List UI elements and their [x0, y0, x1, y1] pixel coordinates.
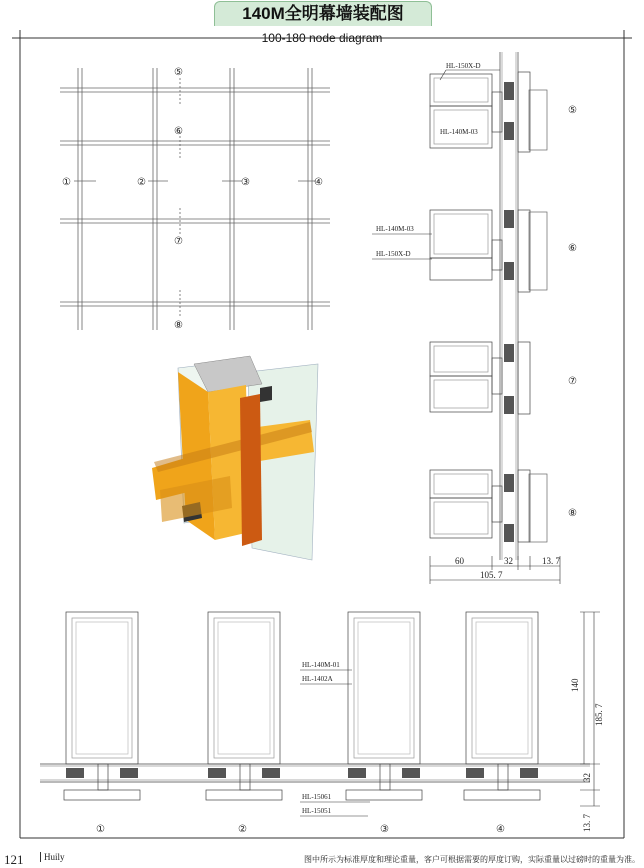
- bottom-marker-1: ①: [96, 824, 105, 835]
- label-hl1402a: HL-1402A: [302, 675, 333, 683]
- dim-32-right: 32: [504, 556, 513, 566]
- bottom-marker-3: ③: [380, 824, 389, 835]
- dim-185-7: 185. 7: [594, 703, 604, 726]
- label-hl140m03-mid: HL-140M-03: [376, 225, 414, 233]
- label-hl15061: HL-15061: [302, 793, 332, 801]
- dim-32-bottom: 32: [582, 773, 592, 782]
- footer-note: 图中所示为标准厚度和理论重量，客户可根据需要的厚度订购，实际重量以过磅时的重量为准。: [304, 855, 640, 864]
- section-marker-8: ⑧: [568, 508, 577, 519]
- label-hl150xd-mid: HL-150X-D: [376, 250, 411, 258]
- grid-marker-1: ①: [62, 177, 71, 188]
- dim-60: 60: [455, 556, 464, 566]
- bottom-marker-4: ④: [496, 824, 505, 835]
- curtain-wall-3d-render: [152, 356, 318, 560]
- grid-marker-3: ③: [241, 177, 250, 188]
- page-title: 140M全明幕墙装配图: [214, 1, 432, 26]
- grid-marker-7: ⑦: [174, 236, 183, 247]
- dim-13-7-right: 13. 7: [542, 556, 560, 566]
- page-frame: [12, 30, 632, 838]
- section-marker-6: ⑥: [568, 243, 577, 254]
- elevation-grid: [60, 68, 330, 330]
- grid-marker-2: ②: [137, 177, 146, 188]
- grid-marker-6: ⑥: [174, 126, 183, 137]
- section-marker-7: ⑦: [568, 376, 577, 387]
- dim-105-7: 105. 7: [480, 570, 503, 580]
- grid-marker-5: ⑤: [174, 67, 183, 78]
- page-number: 121: [4, 852, 24, 867]
- grid-marker-8: ⑧: [174, 320, 183, 331]
- label-hl140m01: HL-140M-01: [302, 661, 340, 669]
- grid-marker-4: ④: [314, 177, 323, 188]
- diagram-subtitle: 100-180 node diagram: [261, 31, 383, 45]
- bottom-marker-2: ②: [238, 824, 247, 835]
- bottom-gaskets: [66, 768, 538, 778]
- label-hl140m03-top: HL-140M-03: [440, 128, 478, 136]
- dim-13-7-bottom: 13. 7: [582, 814, 592, 832]
- dim-140: 140: [570, 678, 580, 692]
- brand-name: Huily: [40, 852, 65, 862]
- label-hl150xd-top: HL-150X-D: [446, 62, 481, 70]
- gasket-blocks: [504, 82, 514, 542]
- label-hl15051: HL-15051: [302, 807, 332, 815]
- section-marker-5: ⑤: [568, 105, 577, 116]
